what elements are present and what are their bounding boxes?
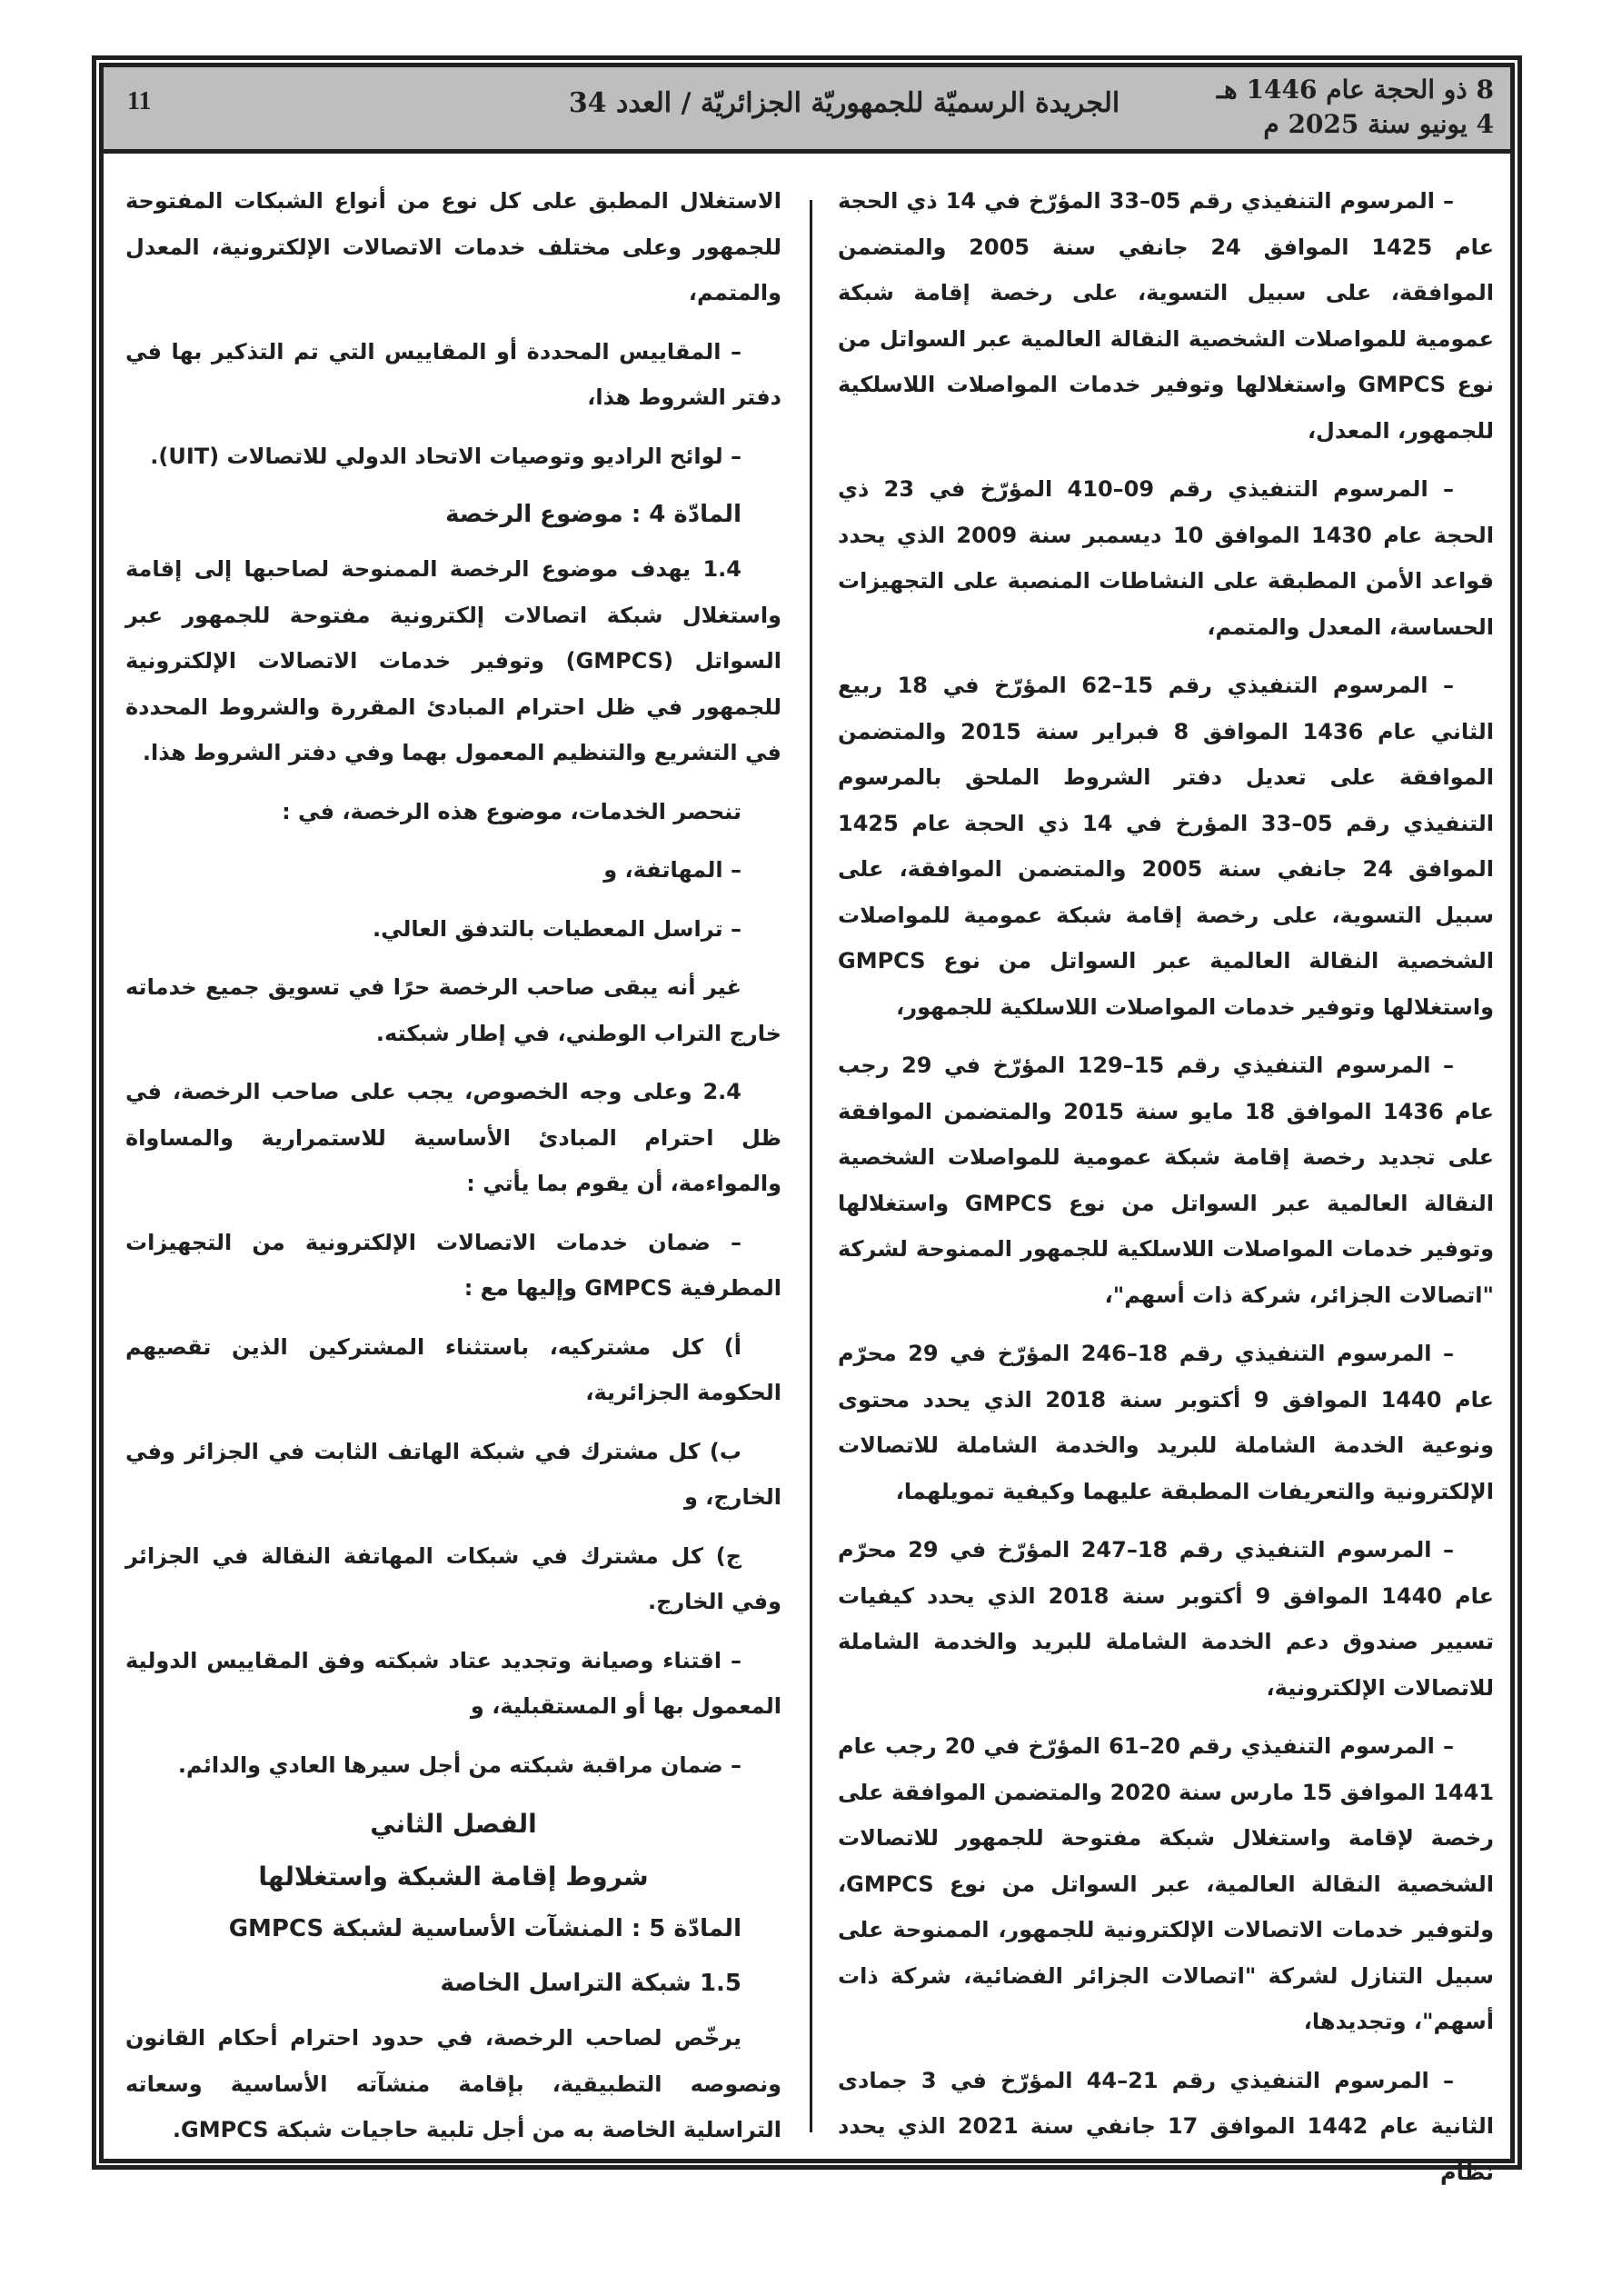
left-column — [125, 178, 781, 2166]
list-item-radio-regulations: – لوائح الراديو وتوصيات الاتحاد الدولي للاتصالات (UIT). — [150, 443, 741, 469]
decree-15-129: – المرسوم التنفيذي رقم 15–129 المؤرّخ في 29 رجب عام 1436 الموافق 18 مايو سنة 2015 والمتضمن الموافقة على تجديد رخصة إقامة شبكة عمومية للمواصلات الشخصية النقالة العالمية عبر السواتل من نوع GMPCS واستغلالها وتوفير خدمات المواصلات اللاسلكية للجمهور الممنوحة لشركة "اتصالات الجزائر، شركة ذات أسهم"، — [838, 1053, 1494, 1308]
page-header — [104, 67, 1510, 154]
decree-05-33: – المرسوم التنفيذي رقم 05–33 المؤرّخ في 14 ذي الحجة عام 1425 الموافق 24 جانفي سنة 2005 والمتضمن الموافقة، على سبيل التسوية، على رخصة إقامة شبكة عمومية للمواصلات الشخصية النقالة العالمية عبر السواتل من نوع GMPCS واستغلالها وتوفير خدمات المواصلات اللاسلكية للجمهور، المعدل، — [838, 188, 1494, 444]
list-item-telephony: – المهاتفة، و — [603, 857, 741, 883]
list-item-monitor-network: – ضمان مراقبة شبكته من أجل سيرها العادي والدائم. — [177, 1752, 741, 1778]
header-date-hijri: 8 ذو الحجة عام 1446 هـ — [1216, 75, 1494, 105]
right-column — [838, 178, 1494, 2208]
header-date-gregorian: 4 يونيو سنة 2025 م — [1263, 109, 1494, 139]
list-item-acquire-equipment: – اقتناء وصيانة وتجديد عتاد شبكته وفق المقاييس الدولية المعمول بها أو المستقبلية، و — [125, 1647, 781, 1719]
list-item-data: – تراسل المعطيات بالتدفق العالي. — [372, 915, 741, 942]
decree-18-246: – المرسوم التنفيذي رقم 18–246 المؤرّخ في 29 محرّم عام 1440 الموافق 9 أكتوبر سنة 2018 الذي يحدد محتوى ونوعية الخدمة الشاملة للبريد والخدمة الشاملة للاتصالات الإلكترونية والتعريفات المطبقة عليهما وكيفية تمويلهما، — [838, 1341, 1494, 1504]
column-divider — [810, 200, 812, 2132]
section-1-5-heading: 1.5 شبكة التراسل الخاصة — [440, 1970, 741, 1997]
header-date — [1217, 73, 1494, 142]
paragraph-2-4: 2.4 وعلى وجه الخصوص، يجب على صاحب الرخصة، في ظل احترام المبادئ الأساسية للاستمرارية والمساواة والمواءمة، أن يقوم بما يأتي : — [125, 1079, 781, 1196]
paragraph-1-5: يرخّص لصاحب الرخصة، في حدود احترام أحكام القانون ونصوصه التطبيقية، بإقامة منشآته الأساسية وسعاته التراسلية الخاصة به من أجل تلبية حاجيات شبكة GMPCS. — [125, 2025, 781, 2142]
decree-20-61: – المرسوم التنفيذي رقم 20–61 المؤرّخ في 20 رجب عام 1441 الموافق 15 مارس سنة 2020 والمتضمن الموافقة على رخصة لإقامة واستغلال شبكة مفتوحة للجمهور للاتصالات الشخصية النقالة العالمية، عبر السواتل من نوع GMPCS، ولتوفير خدمات الاتصالات الإلكترونية للجمهور، الممنوحة على سبيل التنازل لشركة "اتصالات الجزائر الفضائية، شركة ذات أسهم"، وتجديدها، — [838, 1733, 1495, 2034]
chapter-subheading: شروط إقامة الشبكة واستغلالها — [258, 1862, 649, 1892]
services-intro: تنحصر الخدمات، موضوع هذه الرخصة، في : — [282, 798, 741, 824]
decree-21-44: – المرسوم التنفيذي رقم 21–44 المؤرّخ في 3 جمادى الثانية عام 1442 الموافق 17 جانفي سنة 2021 الذي يحدد نظام — [838, 2067, 1494, 2185]
continuation-paragraph: الاستغلال المطبق على كل نوع من أنواع الشبكات المفتوحة للجمهور وعلى مختلف خدمات الاتصالات الإلكترونية، المعدل والمتمم، — [125, 188, 781, 305]
list-item-c: ج) كل مشترك في شبكات المهاتفة النقالة في الجزائر وفي الخارج. — [125, 1542, 781, 1614]
page-number: 11 — [127, 87, 152, 115]
list-item-ensure-services: – ضمان خدمات الاتصالات الإلكترونية من التجهيزات المطرفية GMPCS وإليها مع : — [125, 1229, 781, 1301]
header-title: الجريدة الرسميّة للجمهوريّة الجزائريّة / العدد 34 — [568, 87, 1120, 119]
paragraph-1-4: 1.4 يهدف موضوع الرخصة الممنوحة لصاحبها إلى إقامة واستغلال شبكة اتصالات إلكترونية مفتوحة للجمهور عبر السواتل (GMPCS) وتوفير خدمات الاتصالات الإلكترونية للجمهور في ظل احترام المبادئ المقررة والشروط المحددة في التشريع والتنظيم المعمول بهما وفي دفتر الشروط هذا. — [125, 556, 781, 765]
article-5-heading: المادّة 5 : المنشآت الأساسية لشبكة GMPCS — [228, 1915, 741, 1942]
paragraph-free-marketing: غير أنه يبقى صاحب الرخصة حرًا في تسويق جميع خدماته خارج التراب الوطني، في إطار شبكته. — [125, 974, 781, 1046]
decree-15-62: – المرسوم التنفيذي رقم 15–62 المؤرّخ في 18 ربيع الثاني عام 1436 الموافق 8 فبراير سنة 2015 والمتضمن الموافقة على تعديل دفتر الشروط الملحق بالمرسوم التنفيذي رقم 05–33 المؤرخ في 14 ذي الحجة عام 1425 الموافق 24 جانفي سنة 2005 والمتضمن الموافقة، على سبيل التسوية، على رخصة إقامة شبكة عمومية للمواصلات الشخصية النقالة العالمية عبر السواتل من نوع GMPCS واستغلالها وتوفير خدمات المواصلات اللاسلكية للجمهور، — [838, 673, 1494, 1020]
article-4-heading: المادّة 4 : موضوع الرخصة — [445, 501, 741, 528]
chapter-heading: الفصل الثاني — [370, 1809, 537, 1839]
list-item-b: ب) كل مشترك في شبكة الهاتف الثابت في الجزائر وفي الخارج، و — [125, 1438, 781, 1510]
decree-09-410: – المرسوم التنفيذي رقم 09–410 المؤرّخ في 23 ذي الحجة عام 1430 الموافق 10 ديسمبر سنة 2009 الذي يحدد قواعد الأمن المطبقة على النشاطات المنصبة على التجهيزات الحساسة، المعدل والمتمم، — [838, 476, 1494, 640]
list-item-a: أ) كل مشتركيه، باستثناء المشتركين الذين تقصيهم الحكومة الجزائرية، — [125, 1333, 781, 1405]
decree-18-247: – المرسوم التنفيذي رقم 18–247 المؤرّخ في 29 محرّم عام 1440 الموافق 9 أكتوبر سنة 2018 الذي يحدد كيفيات تسيير صندوق دعم الخدمة الشاملة للبريد والخدمة الشاملة للاتصالات الإلكترونية، — [838, 1537, 1494, 1701]
list-item-standards: – المقاييس المحددة أو المقاييس التي تم التذكير بها في دفتر الشروط هذا، — [125, 338, 781, 410]
